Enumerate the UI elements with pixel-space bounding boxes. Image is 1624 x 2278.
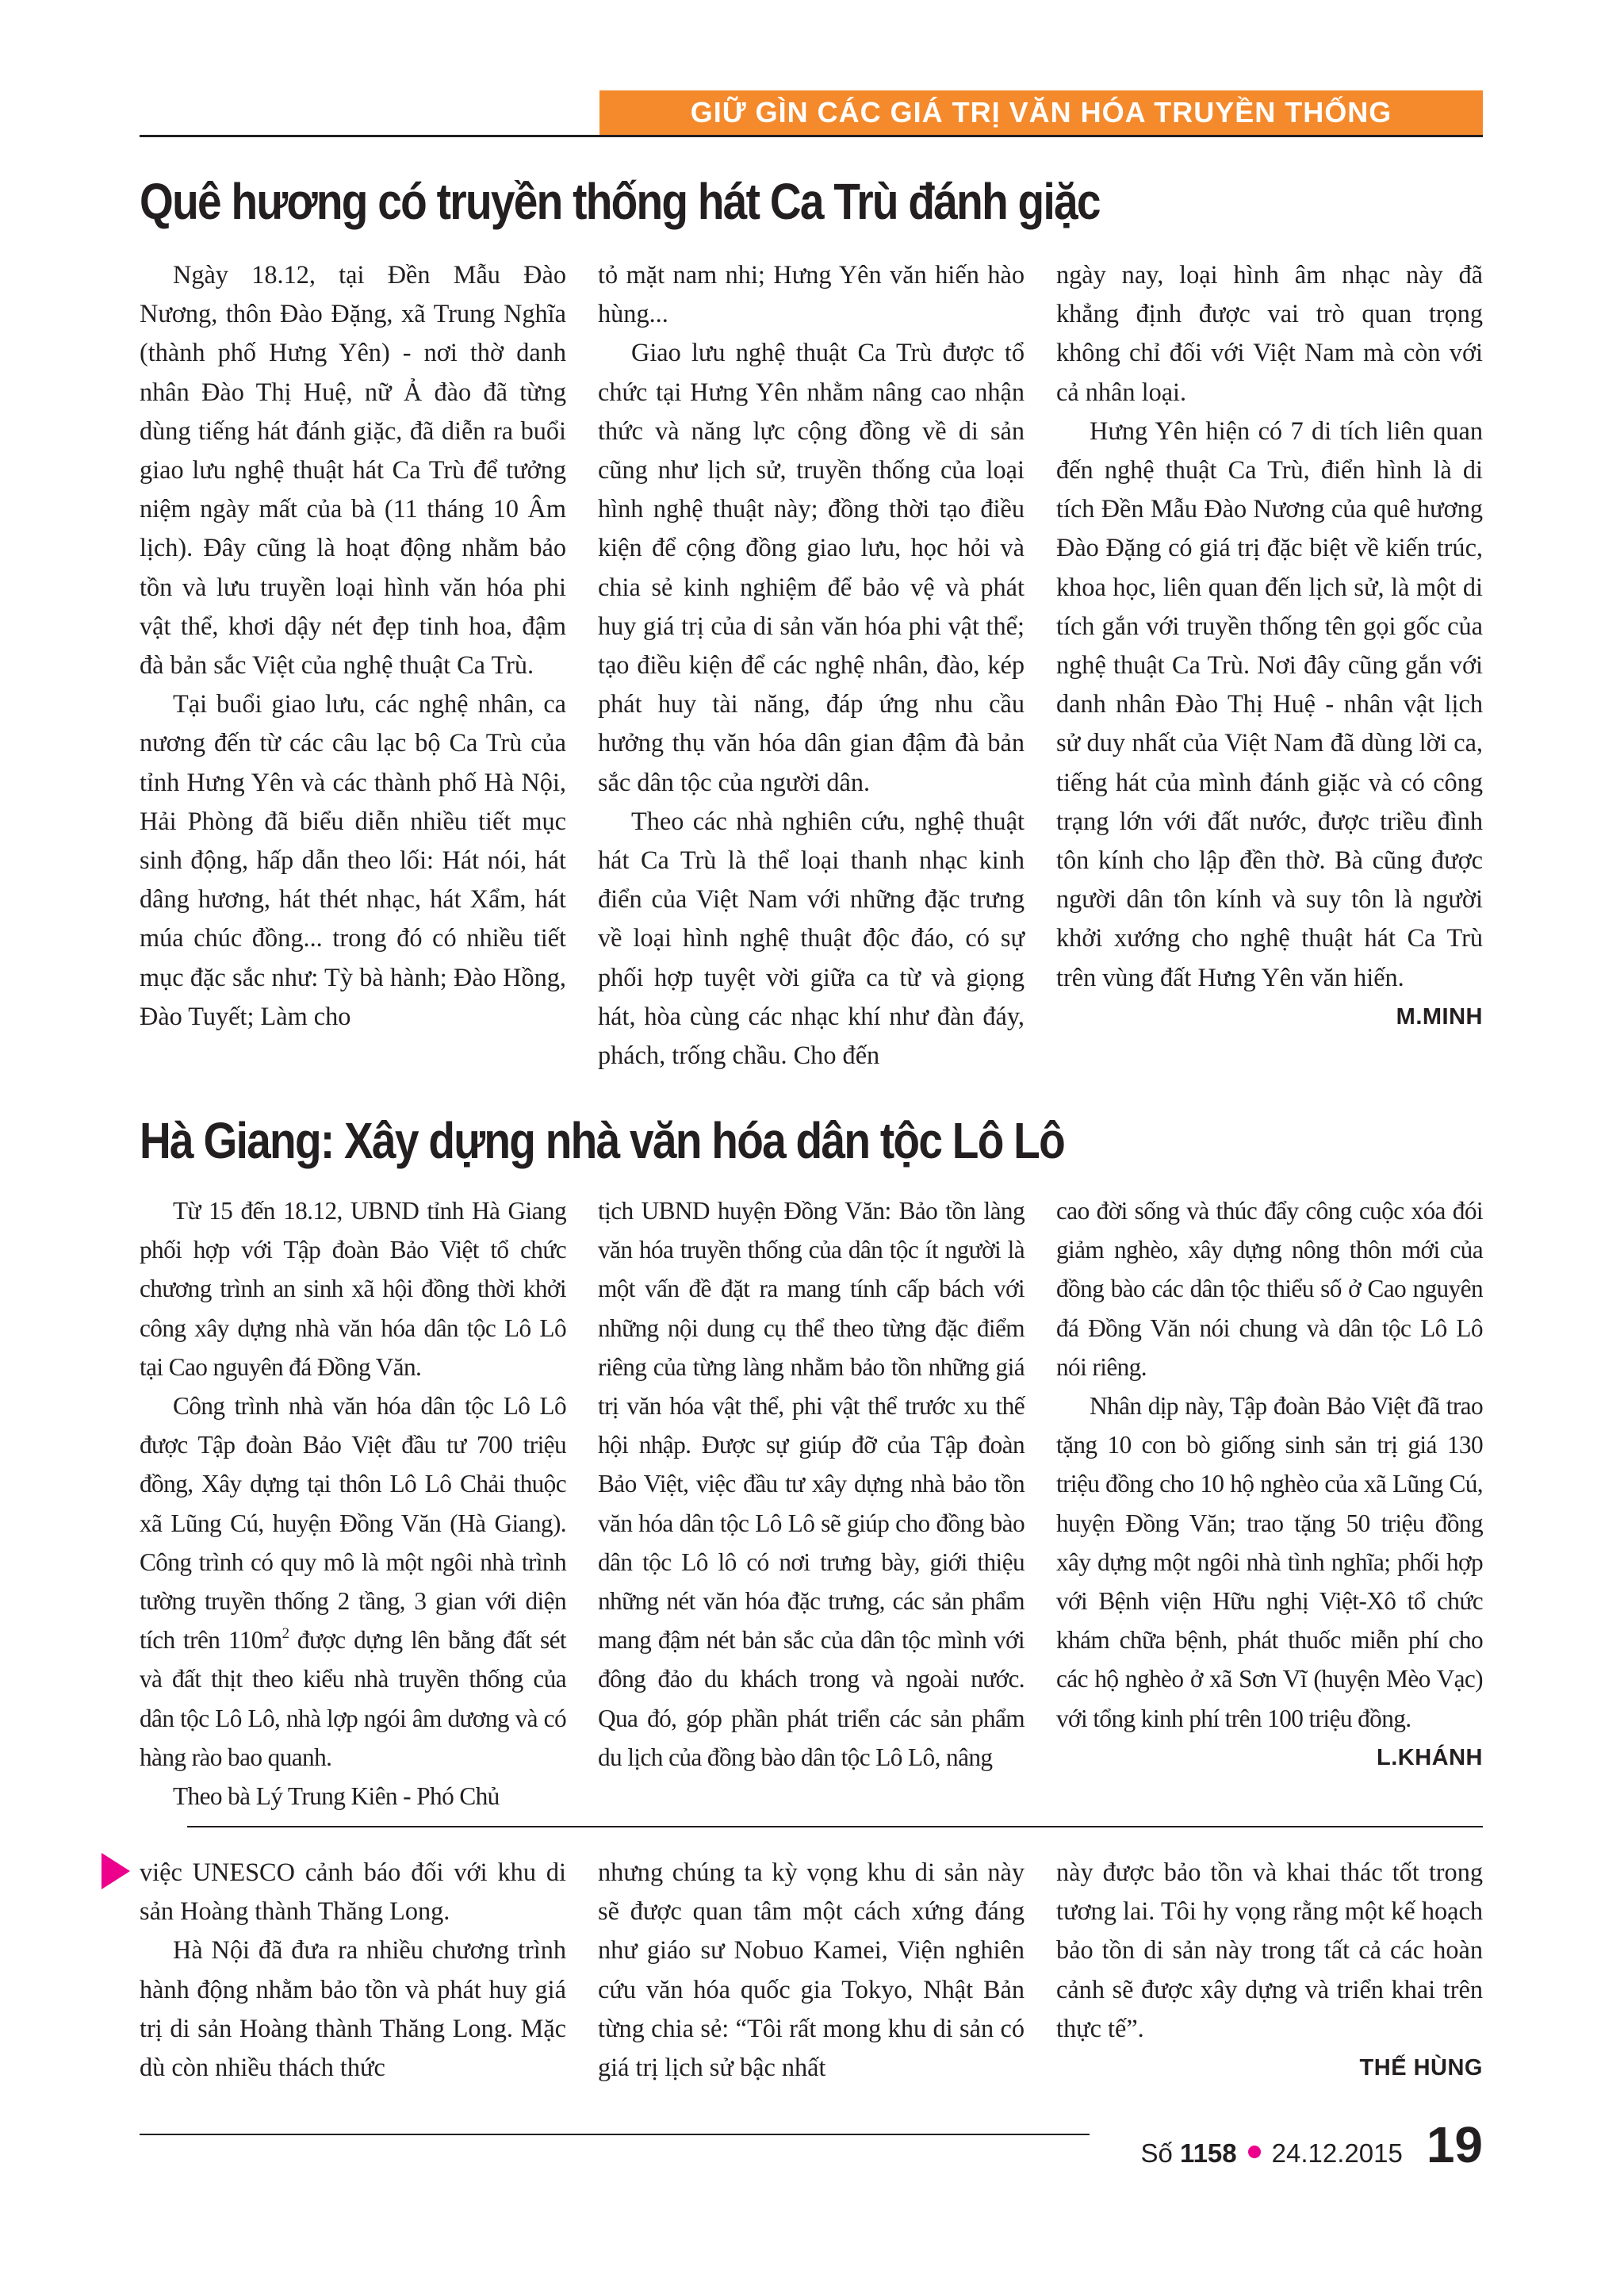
article1-byline: M.MINH	[1396, 1003, 1483, 1030]
article1-body	[140, 255, 1483, 1075]
paragraph-text: được dựng lên bằng đất sét và đất thịt theo kiểu nhà truyền thống của dân tộc Lô Lô, nhà lợp ngói âm dương và có hàng rào bao quanh.	[140, 1626, 566, 1771]
header-rule	[140, 135, 1483, 137]
article2-title: Hà Giang: Xây dựng nhà văn hóa dân tộc Lô Lô	[140, 1112, 1064, 1169]
paragraph: Tại buổi giao lưu, các nghệ nhân, ca nương đến từ các câu lạc bộ Ca Trù của tỉnh Hưng Yên và các thành phố Hà Nội, Hải Phòng đã biểu diễn nhiều tiết mục sinh động, hấp dẫn theo lối: Hát nói, hát dâng hương, hát thét nhạc, hát Xẩm, hát múa chúc đồng... trong đó có nhiều tiết mục đặc sắc như: Tỳ bà hành; Đào Hồng, Đào Tuyết; Làm cho	[140, 689, 566, 1030]
paragraph: này được bảo tồn và khai thác tốt trong tương lai. Tôi hy vọng rằng một kế hoạch bảo tồn di sản này trong tất cả các hoàn cảnh sẽ được xây dựng và triển khai trên thực tế”.	[1056, 1858, 1483, 2042]
article3-column-1	[140, 1853, 566, 2088]
superscript: 2	[282, 1625, 289, 1643]
article2-column-3	[1056, 1191, 1483, 1816]
footer-rule	[140, 2134, 1090, 2135]
paragraph: Ngày 18.12, tại Đền Mẫu Đào Nương, thôn Đào Đặng, xã Trung Nghĩa (thành phố Hưng Yên) - nơi thờ danh nhân Đào Thị Huệ, nữ Ả đào đã từng dùng tiếng hát đánh giặc, đã diễn ra buổi giao lưu nghệ thuật hát Ca Trù để tưởng niệm ngày mất của bà (11 tháng 10 Âm lịch). Đây cũng là hoạt động nhằm bảo tồn và lưu truyền loại hình văn hóa phi vật thể, khơi dậy nét đẹp tinh hoa, đậm đà bản sắc Việt của nghệ thuật Ca Trù.	[140, 260, 566, 680]
article1-column-3	[1056, 255, 1483, 1075]
article2-byline: L.KHÁNH	[1377, 1744, 1483, 1770]
article2-column-1	[140, 1191, 566, 1816]
article3-column-3	[1056, 1853, 1483, 2088]
article2-body	[140, 1191, 1483, 1816]
section-title: GIỮ GÌN CÁC GIÁ TRỊ VĂN HÓA TRUYỀN THỐNG	[599, 90, 1483, 135]
article1-column-1	[140, 255, 566, 1075]
issue-prefix: Số	[1140, 2138, 1181, 2168]
article1-title: Quê hương có truyền thống hát Ca Trù đánh giặc	[140, 173, 1100, 230]
paragraph: tỏ mặt nam nhi; Hưng Yên văn hiến hào hùng...	[598, 260, 1025, 328]
paragraph: ngày nay, loại hình âm nhạc này đã khẳng định được vai trò quan trọng không chỉ đối với Việt Nam mà còn với cả nhân loại.	[1056, 260, 1483, 406]
paragraph: Từ 15 đến 18.12, UBND tỉnh Hà Giang phối hợp với Tập đoàn Bảo Việt tổ chức chương trình an sinh xã hội đồng thời khởi công xây dựng nhà văn hóa dân tộc Lô Lô tại Cao nguyên đá Đồng Văn.	[140, 1197, 566, 1381]
page-number: 19	[1426, 2116, 1483, 2173]
issue-date: 24.12.2015	[1271, 2138, 1403, 2168]
article1-column-2	[598, 255, 1025, 1075]
issue-number: 1158	[1180, 2138, 1237, 2168]
paragraph: Nhân dịp này, Tập đoàn Bảo Việt đã trao tặng 10 con bò giống sinh sản trị giá 130 triệu đồng cho 10 hộ nghèo của xã Lũng Cú, huyện Đồng Văn; trao tặng 50 triệu đồng xây dựng một ngôi nhà tình nghĩa; phối hợp với Bệnh viện Hữu nghị Việt-Xô tổ chức khám chữa bệnh, phát thuốc miễn phí cho các hộ nghèo ở xã Sơn Vĩ (huyện Mèo Vạc) với tổng kinh phí trên 100 triệu đồng.	[1056, 1392, 1483, 1732]
continuation-arrow-icon	[102, 1853, 130, 1889]
paragraph-text: Công trình nhà văn hóa dân tộc Lô Lô được Tập đoàn Bảo Việt đầu tư 700 triệu đồng, Xây dựng tại thôn Lô Lô Chải thuộc xã Lũng Cú, huyện Đồng Văn (Hà Giang). Công trình có quy mô là một ngôi nhà trình tường truyền thống 2 tầng, 3 gian với diện tích trên 110m	[140, 1392, 566, 1655]
article3-byline: THẾ HÙNG	[1359, 2055, 1483, 2081]
paragraph: tịch UBND huyện Đồng Văn: Bảo tồn làng văn hóa truyền thống của dân tộc ít người là một vấn đề đặt ra mang tính cấp bách với những nội dung cụ thể theo từng đặc điểm riêng của từng làng nhằm bảo tồn những giá trị văn hóa vật thể, phi vật thể trước xu thế hội nhập. Được sự giúp đỡ của Tập đoàn Bảo Việt, việc đầu tư xây dựng nhà bảo tồn văn hóa dân tộc Lô Lô sẽ giúp cho đồng bào dân tộc Lô lô có nơi trưng bày, giới thiệu những nét văn hóa đặc trưng, các sản phẩm mang đậm nét bản sắc của dân tộc mình với đông đảo du khách trong và ngoài nước. Qua đó, góp phần phát triển các sản phẩm du lịch của đồng bào dân tộc Lô Lô, nâng	[598, 1197, 1025, 1771]
article3-column-2	[598, 1853, 1025, 2088]
page-footer	[1140, 2116, 1484, 2173]
article3-body	[140, 1853, 1483, 2088]
paragraph: việc UNESCO cảnh báo đối với khu di sản Hoàng thành Thăng Long.	[140, 1858, 566, 1926]
paragraph: nhưng chúng ta kỳ vọng khu di sản này sẽ được quan tâm một cách xứng đáng như giáo sư Nobuo Kamei, Viện nghiên cứu văn hóa quốc gia Tokyo, Nhật Bản từng chia sẻ: “Tôi rất mong khu di sản có giá trị lịch sử bậc nhất	[598, 1858, 1025, 2082]
bullet-dot-icon	[1248, 2146, 1261, 2158]
issue-label	[1141, 2138, 1237, 2169]
paragraph: Giao lưu nghệ thuật Ca Trù được tổ chức tại Hưng Yên nhằm nâng cao nhận thức và năng lực cộng đồng về di sản cũng như lịch sử, truyền thống của loại hình nghệ thuật này; đồng thời tạo điều kiện để cộng đồng giao lưu, học hỏi và chia sẻ kinh nghiệm để bảo vệ và phát huy giá trị của di sản văn hóa phi vật thể; tạo điều kiện để các nghệ nhân, đào, kép phát huy tài năng, đáp ứng nhu cầu hưởng thụ văn hóa dân gian đậm đà bản sắc dân tộc của người dân.	[598, 338, 1025, 796]
paragraph	[140, 1386, 566, 1777]
article2-column-2	[598, 1191, 1025, 1816]
section-divider	[187, 1826, 1483, 1827]
paragraph: Hưng Yên hiện có 7 di tích liên quan đến nghệ thuật Ca Trù, điển hình là di tích Đền Mẫu Đào Nương của quê hương Đào Đặng có giá trị đặc biệt về kiến trúc, khoa học, liên quan đến lịch sử, là một di tích gắn với truyền thống tên gọi gốc của nghệ thuật Ca Trù. Nơi đây cũng gắn với danh nhân Đào Thị Huệ - nhân vật lịch sử duy nhất của Việt Nam đã dùng lời ca, tiếng hát của mình đánh giặc và có công trạng lớn với đất nước, được triều đình tôn kính cho lập đền thờ. Bà cũng được người dân tôn kính và suy tôn là người khởi xướng cho nghệ thuật hát Ca Trù trên vùng đất Hưng Yên văn hiến.	[1056, 416, 1483, 991]
paragraph: cao đời sống và thúc đẩy công cuộc xóa đói giảm nghèo, xây dựng nông thôn mới của đồng bào các dân tộc thiểu số ở Cao nguyên đá Đồng Văn nói chung và dân tộc Lô Lô nói riêng.	[1056, 1197, 1483, 1381]
paragraph: Theo các nhà nghiên cứu, nghệ thuật hát Ca Trù là thể loại thanh nhạc kinh điển của Việt Nam với những đặc trưng về loại hình nghệ thuật độc đáo, có sự phối hợp tuyệt vời giữa ca từ và giọng hát, hòa cùng các nhạc khí như đàn đáy, phách, trống chầu. Cho đến	[598, 806, 1025, 1070]
paragraph: Hà Nội đã đưa ra nhiều chương trình hành động nhằm bảo tồn và phát huy giá trị di sản Hoàng thành Thăng Long. Mặc dù còn nhiều thách thức	[140, 1935, 566, 2082]
paragraph: Theo bà Lý Trung Kiên - Phó Chủ	[173, 1782, 500, 1811]
